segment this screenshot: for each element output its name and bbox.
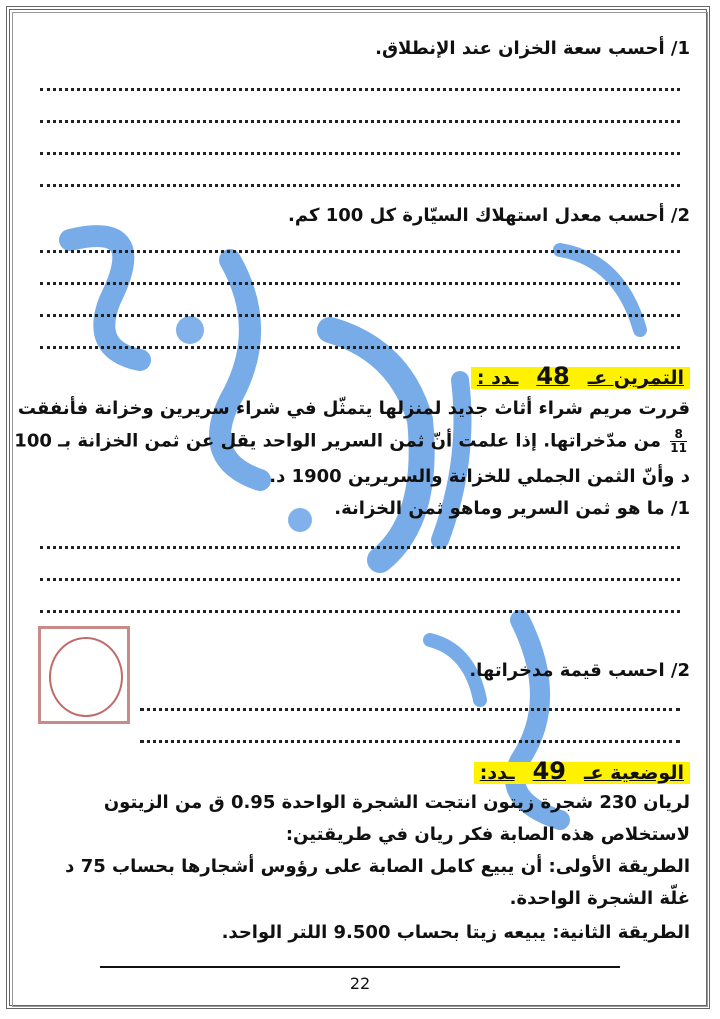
answer-line	[40, 250, 680, 253]
answer-line	[40, 610, 680, 613]
answer-line	[40, 184, 680, 187]
answer-line	[40, 314, 680, 317]
answer-line	[40, 152, 680, 155]
page-number: 22	[349, 974, 371, 993]
exercise-48-text-2: $\frac{8}{11}$ من مدّخراتها. إذا علمت أنّ ثمن السرير الواحد يقل عن ثمن الخزانة بـ 100	[14, 427, 687, 455]
exercise-48-text-1: قررت مريم شراء أثاث جديد لمنزلها يتمثّل في شراء سريرين وخزانة فأنفقت	[17, 398, 690, 419]
answer-line	[40, 88, 680, 91]
stamp-seal	[38, 626, 130, 724]
situation-49-heading: الوضعية عـ49ـدد:	[474, 757, 690, 785]
situation-49-text-1: لريان 230 شجرة زيتون انتجت الشجرة الواحدة 0.95 ق من الزيتون	[103, 792, 690, 813]
answer-line	[140, 708, 680, 711]
footer-rule	[100, 966, 620, 968]
answer-line	[40, 282, 680, 285]
exercise-48-heading: التمرين عـ48ـدد :	[471, 362, 690, 390]
situation-49-text-4: غلّة الشجرة الواحدة.	[509, 888, 690, 909]
situation-49-text-2: لاستخلاص هذه الصابة فكر ريان في طريقتين:	[285, 824, 690, 845]
exercise-48-question-2: 2/ احسب قيمة مدخراتها.	[469, 660, 690, 681]
answer-line	[40, 578, 680, 581]
question-2-top: 2/ أحسب معدل استهلاك السيّارة كل 100 كم.	[288, 205, 690, 226]
answer-line	[40, 546, 680, 549]
question-1-top: 1/ أحسب سعة الخزان عند الإنطلاق.	[375, 38, 690, 59]
situation-49-text-5: الطريقة الثانية: يبيعه زيتا بحساب 9.500 اللتر الواحد.	[221, 922, 690, 943]
exercise-48-question-1: 1/ ما هو ثمن السرير وماهو ثمن الخزانة.	[334, 498, 690, 519]
exercise-48-text-3: د وأنّ الثمن الجملي للخزانة والسريرين 1900 د.	[269, 466, 690, 487]
answer-line	[40, 120, 680, 123]
answer-line	[40, 346, 680, 349]
fraction: $\frac{8}{11}$	[670, 427, 687, 455]
answer-line	[140, 740, 680, 743]
situation-49-text-3: الطريقة الأولى: أن يبيع كامل الصابة على رؤوس أشجارها بحساب 75 د	[65, 856, 690, 877]
